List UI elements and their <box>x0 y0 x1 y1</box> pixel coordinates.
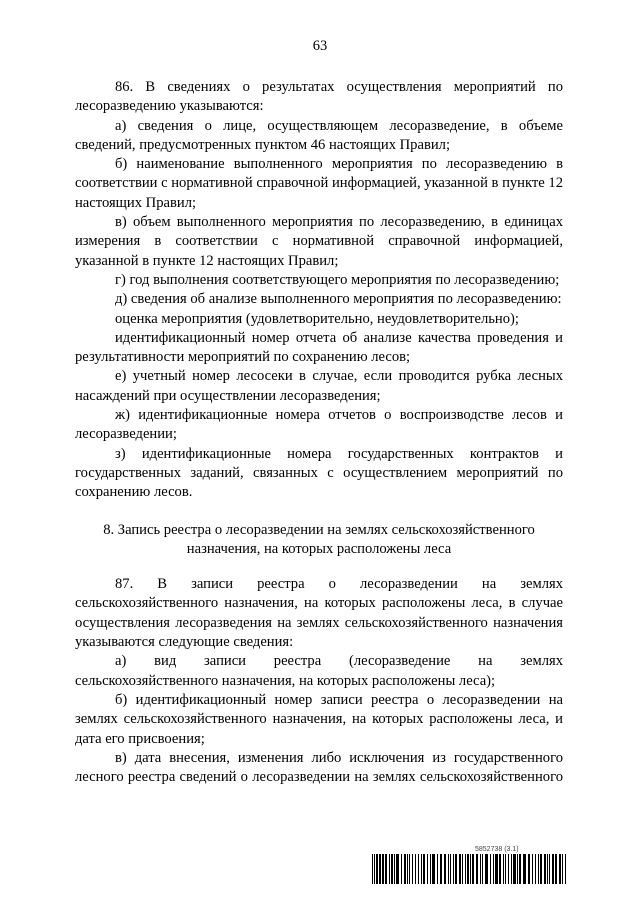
section-heading: 8. Запись реестра о лесоразведении на землях сельскохозяйственного назначения, на которых расположены леса <box>103 521 535 557</box>
page-number: 63 <box>312 38 328 54</box>
paragraph-list-bottom <box>75 575 563 787</box>
barcode-image <box>372 854 566 884</box>
document-body <box>75 78 563 787</box>
paragraph: а) сведения о лице, осуществляющем лесоразведение, в объеме сведений, предусмотренных пунктом 46 настоящих Правил; <box>75 117 563 153</box>
paragraph: д) сведения об анализе выполненного мероприятия по лесоразведению: <box>115 291 562 308</box>
paragraph-list-top <box>75 78 563 503</box>
document-code: 5852738 (3.1) <box>475 846 519 853</box>
paragraph: 87. В записи реестра о лесоразведении на землях сельскохозяйственного назначения, на которых расположены леса, в случае осуществления лесоразведения на землях сельскохозяйственного назначения указываются следующие сведения: <box>75 576 563 651</box>
paragraph: е) учетный номер лесосеки в случае, если проводится рубка лесных насаждений при осуществлении лесоразведения; <box>75 368 563 404</box>
paragraph: 86. В сведениях о результатах осуществления мероприятий по лесоразведению указываются: <box>75 79 563 115</box>
paragraph: б) идентификационный номер записи реестра о лесоразведении на землях сельскохозяйственного назначения, на которых расположены леса, и дата его присвоения; <box>75 691 563 747</box>
paragraph: в) объем выполненного мероприятия по лесоразведению, в единицах измерения в соответствии с нормативной справочной информацией, указанной в пункте 12 настоящих Правил; <box>75 214 563 269</box>
paragraph: ж) идентификационные номера отчетов о воспроизводстве лесов и лесоразведении; <box>75 407 563 443</box>
paragraph: идентификационный номер отчета об анализе качества проведения и результативности мероприятий по сохранению лесов; <box>75 329 563 366</box>
paragraph: оценка мероприятия (удовлетворительно, неудовлетворительно); <box>115 310 519 327</box>
paragraph: в) дата внесения, изменения либо исключения из государственного лесного реестра сведений о лесоразведении на землях сельскохозяйственного <box>75 749 563 786</box>
paragraph: а) вид записи реестра (лесоразведение на землях сельскохозяйственного назначения, на которых расположены леса); <box>75 653 563 689</box>
paragraph: з) идентификационные номера государственных контрактов и государственных заданий, связанных с осуществлением мероприятий по сохранению лесов. <box>75 445 563 501</box>
paragraph: б) наименование выполненного мероприятия по лесоразведению в соответствии с нормативной справочной информацией, указанной в пункте 12 настоящих Правил; <box>75 156 563 211</box>
paragraph: г) год выполнения соответствующего мероприятия по лесоразведению; <box>115 271 560 288</box>
